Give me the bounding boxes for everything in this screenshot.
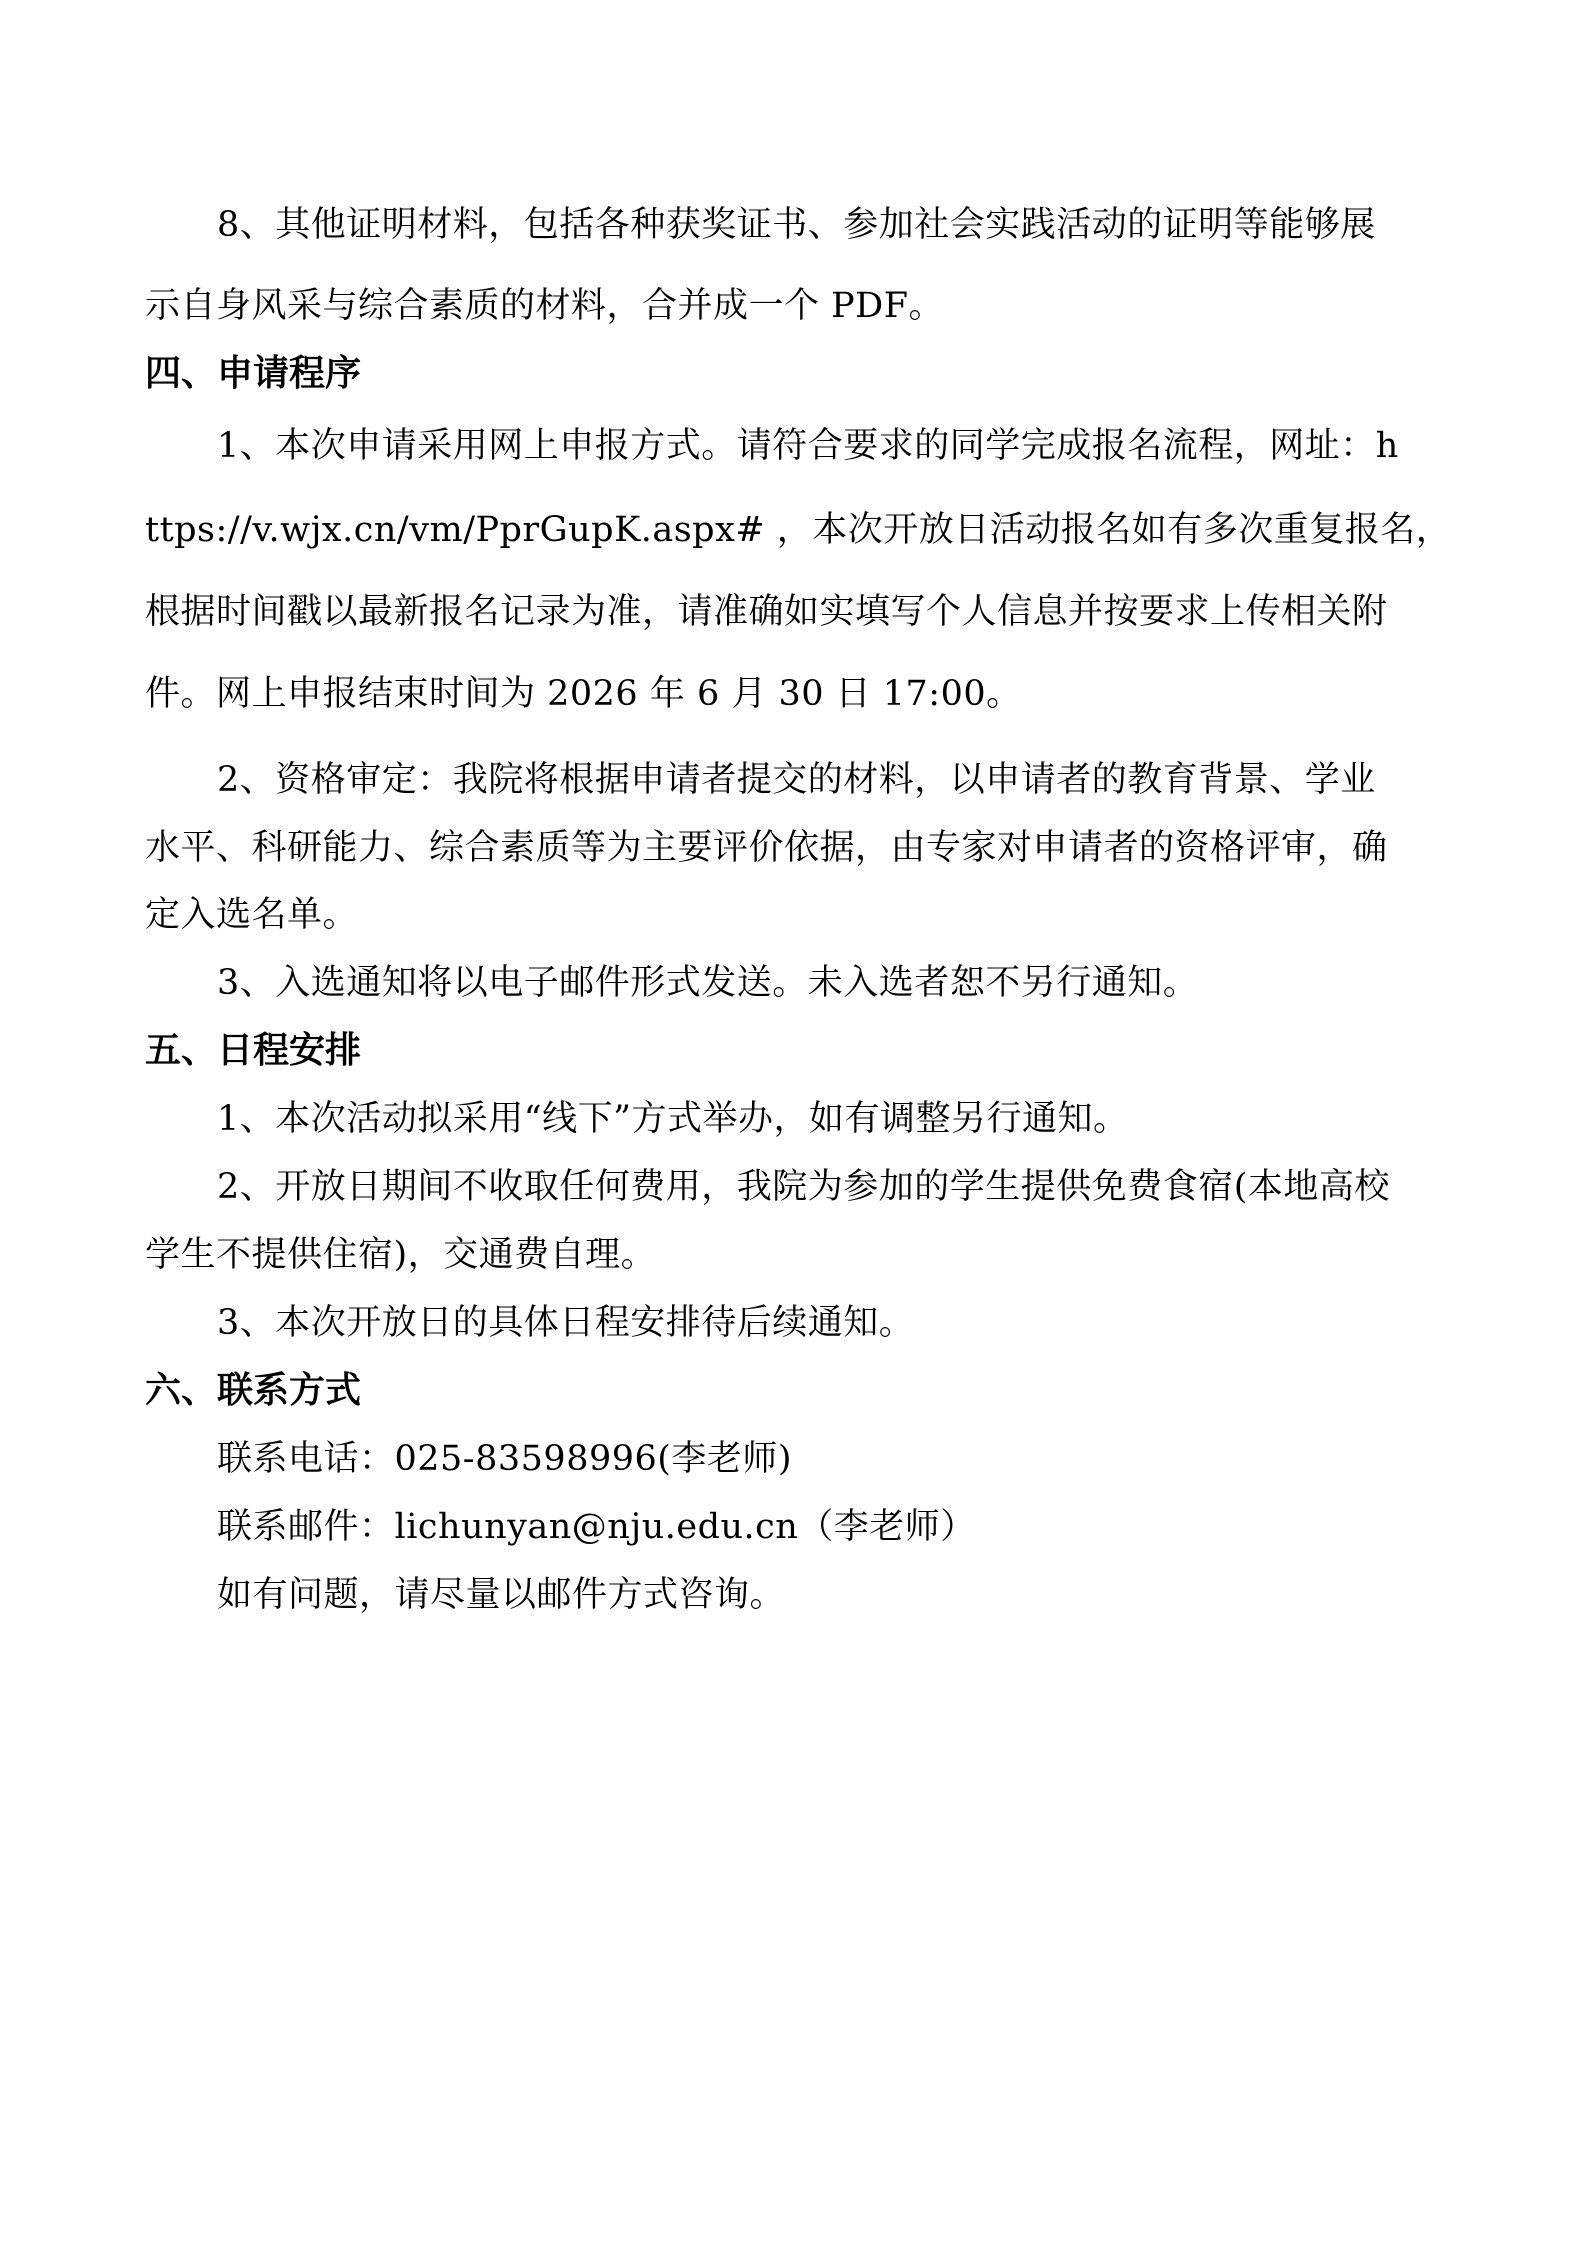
section4-item1-line1: 1、本次申请采用网上申报方式。请符合要求的同学完成报名流程，网址：h bbox=[217, 426, 1399, 466]
section5-item3: 3、本次开放日的具体日程安排待后续通知。 bbox=[217, 1303, 915, 1343]
section4-item1-line3: 根据时间戳以最新报名记录为准，请准确如实填写个人信息并按要求上传相关附 bbox=[145, 592, 1388, 632]
section6-heading: 六、联系方式 bbox=[145, 1370, 362, 1411]
section4-item3: 3、入选通知将以电子邮件形式发送。未入选者恕不另行通知。 bbox=[217, 963, 1199, 1003]
section5-item2-line1: 2、开放日期间不收取任何费用，我院为参加的学生提供免费食宿(本地高校 bbox=[217, 1167, 1390, 1207]
section4-item1-line4: 件。网上申报结束时间为 2026 年 6 月 30 日 17:00。 bbox=[145, 674, 1022, 714]
section4-item1-line2: ttps://v.wjx.cn/vm/PprGupK.aspx# ，本次开放日活动报名如有多次重复报名， bbox=[145, 510, 1452, 550]
contact-email: 联系邮件：lichunyan@nju.edu.cn（李老师） bbox=[217, 1507, 976, 1547]
section5-item2-line2: 学生不提供住宿)，交通费自理。 bbox=[145, 1235, 657, 1275]
section4-item2-line1: 2、资格审定：我院将根据申请者提交的材料，以申请者的教育背景、学业 bbox=[217, 760, 1376, 800]
item8-line2: 示自身风采与综合素质的材料，合并成一个 PDF。 bbox=[145, 286, 945, 326]
section5-item1: 1、本次活动拟采用“线下”方式举办，如有调整另行通知。 bbox=[217, 1099, 1129, 1139]
section4-item2-line2: 水平、科研能力、综合素质等为主要评价依据，由专家对申请者的资格评审，确 bbox=[145, 828, 1388, 868]
section4-item2-line3: 定入选名单。 bbox=[145, 895, 359, 935]
contact-phone: 联系电话：025-83598996(李老师) bbox=[217, 1439, 793, 1479]
contact-note: 如有问题，请尽量以邮件方式咨询。 bbox=[217, 1575, 786, 1615]
item8-line1: 8、其他证明材料，包括各种获奖证书、参加社会实践活动的证明等能够展 bbox=[217, 205, 1376, 245]
section4-heading: 四、申请程序 bbox=[145, 353, 362, 394]
section5-heading: 五、日程安排 bbox=[145, 1030, 362, 1071]
